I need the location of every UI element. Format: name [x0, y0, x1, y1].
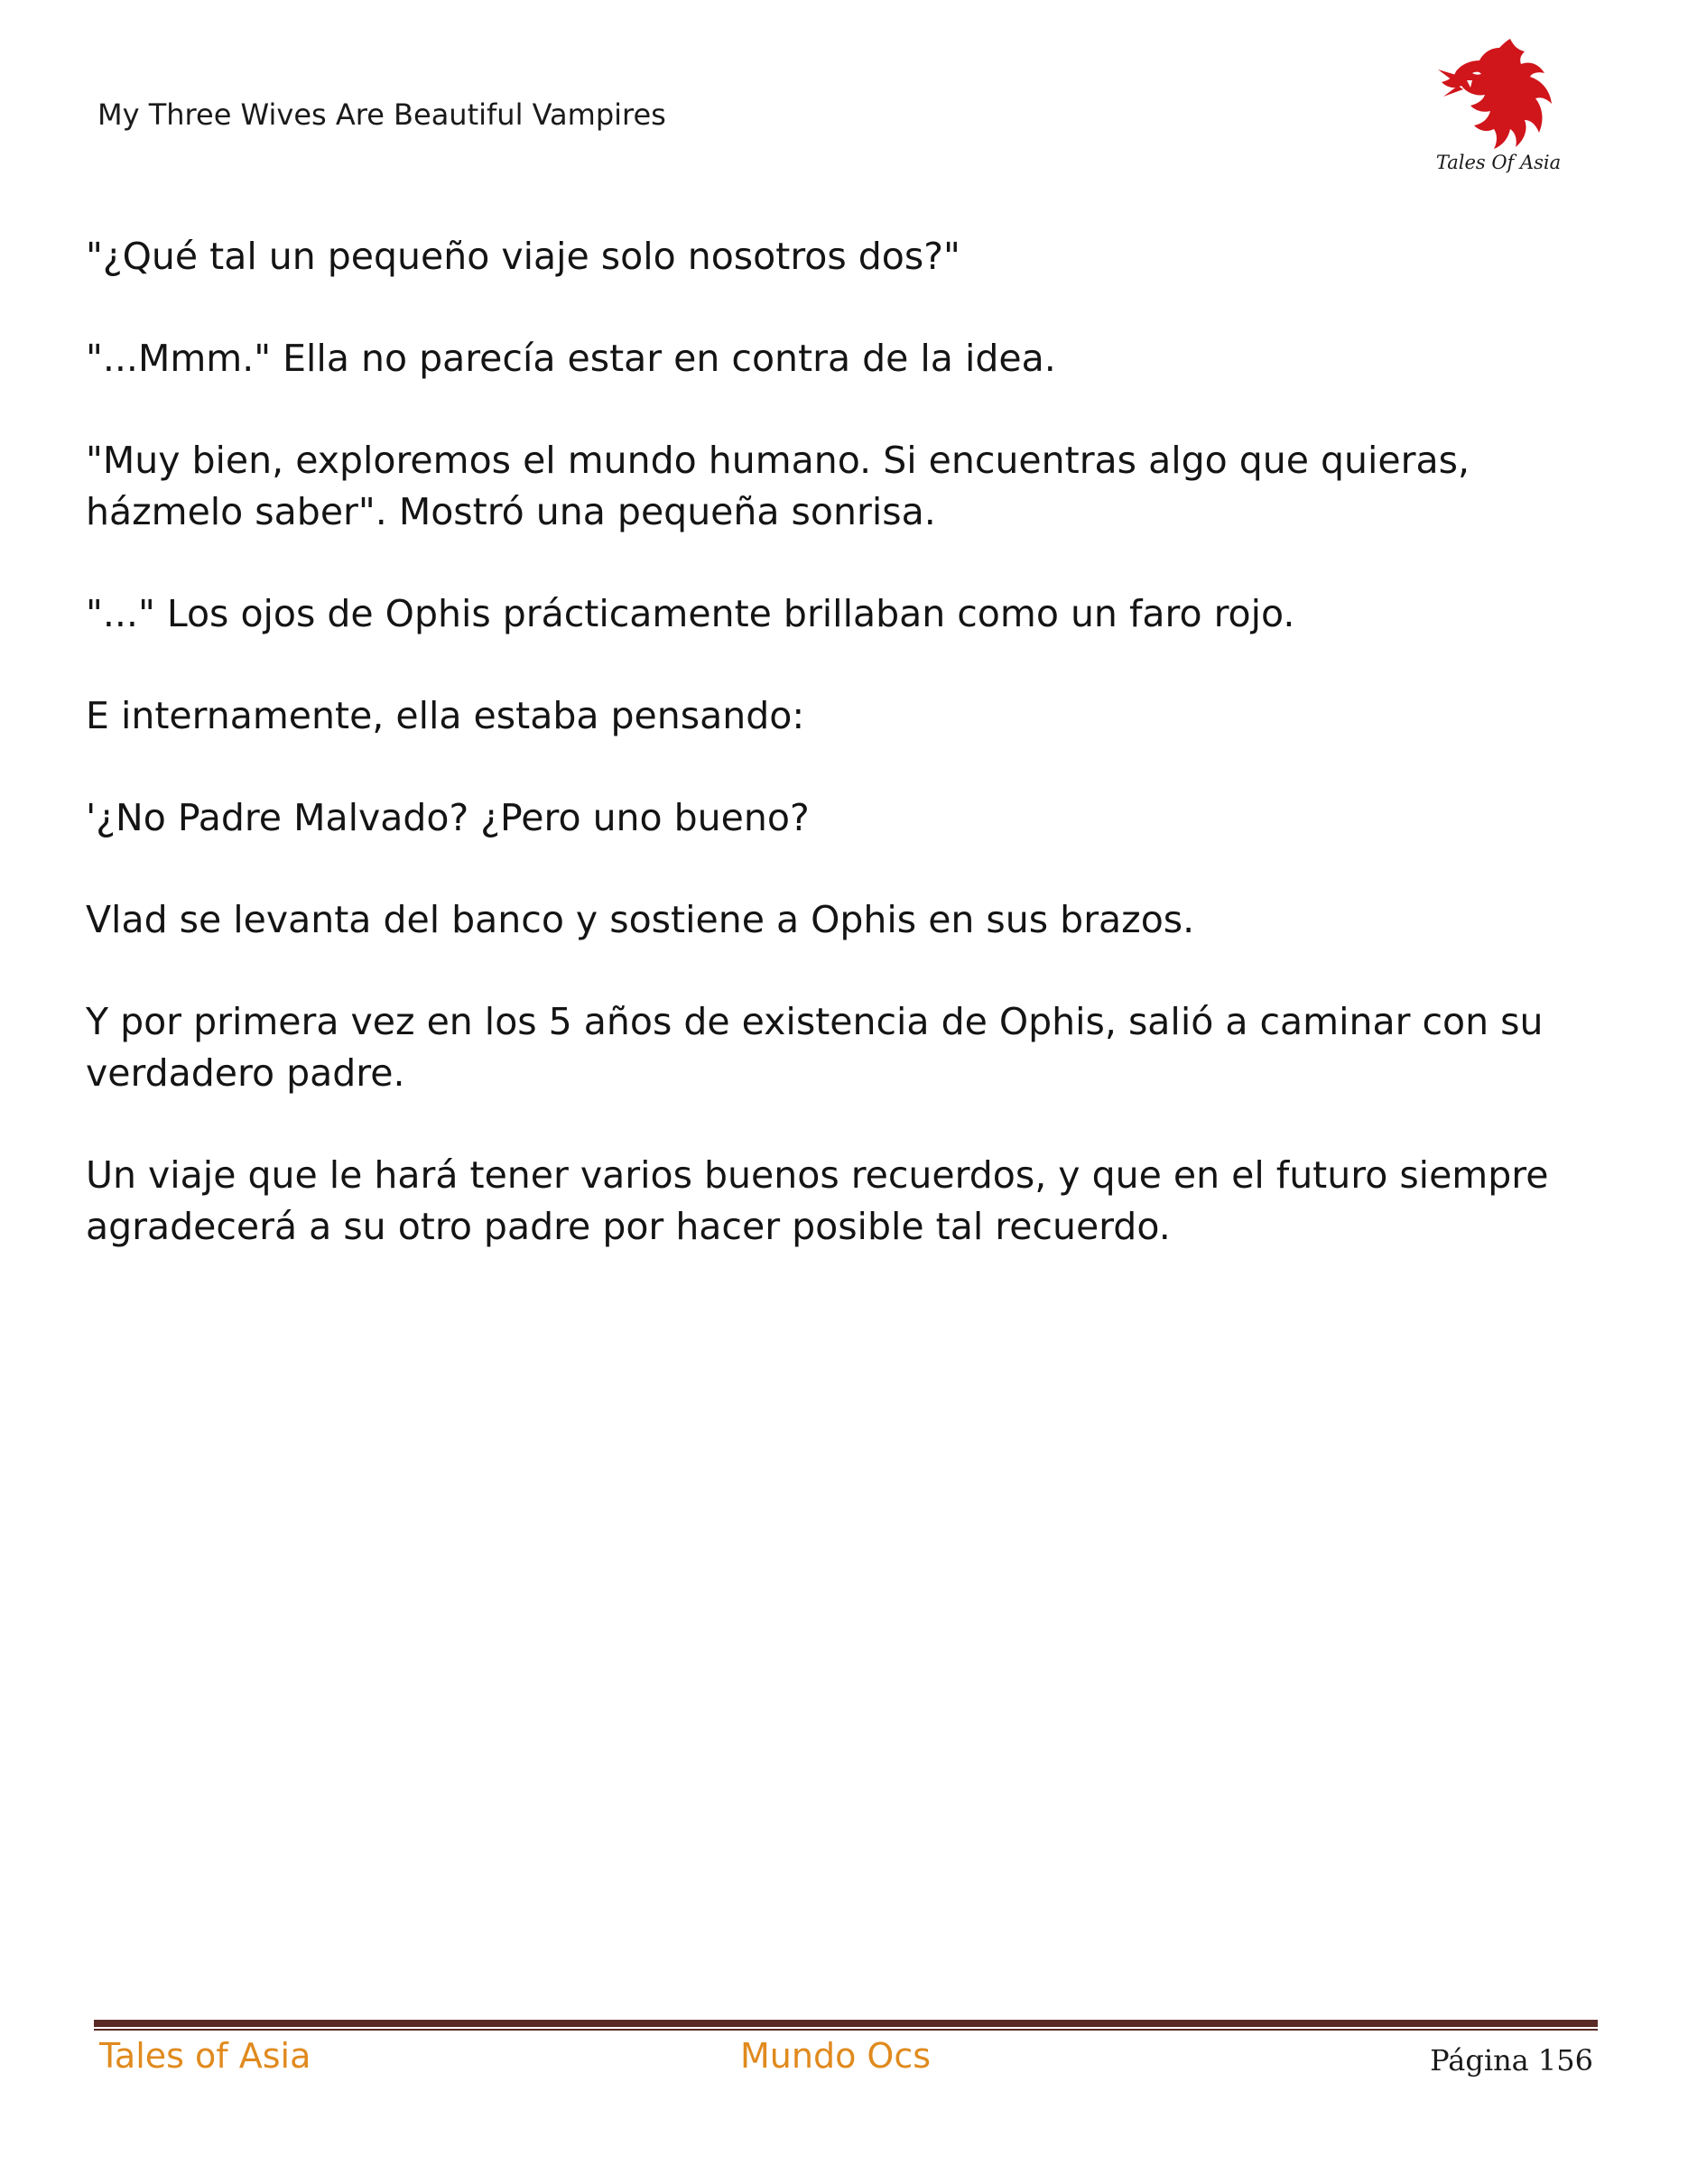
paragraph: "¿Qué tal un pequeño viaje solo nosotros dos?": [86, 235, 960, 278]
page-number: Página 156: [1430, 2043, 1593, 2078]
header-title: My Three Wives Are Beautiful Vampires: [97, 97, 666, 132]
paragraph: Y por primera vez en los 5 años de existencia de Ophis, salió a caminar con su verdadero padre.: [86, 1000, 1544, 1095]
footer-translator: Mundo Ocs: [740, 2036, 932, 2076]
footer-divider: [94, 2020, 1598, 2031]
footer-divider-thin: [94, 2029, 1598, 2031]
logo-text: Tales Of Asia: [1435, 152, 1562, 173]
paragraph: Un viaje que le hará tener varios buenos recuerdos, y que en el futuro siempre agradecerá a su otro padre por hacer posible tal recuerdo.: [86, 1153, 1549, 1248]
paragraph: "Muy bien, exploremos el mundo humano. Si encuentras algo que quieras, házmelo saber". Mostró una pequeña sonrisa.: [86, 439, 1470, 533]
paragraph: "...Mmm." Ella no parecía estar en contra de la idea.: [86, 337, 1056, 380]
paragraph: "..." Los ojos de Ophis prácticamente brillaban como un faro rojo.: [86, 592, 1295, 635]
footer-divider-thick: [94, 2020, 1598, 2027]
paragraph: E internamente, ella estaba pensando:: [86, 694, 805, 737]
tales-of-asia-logo: [1431, 20, 1566, 182]
paragraph: '¿No Padre Malvado? ¿Pero uno bueno?: [86, 796, 810, 839]
footer-site-name: Tales of Asia: [99, 2036, 311, 2076]
chapter-body: [86, 231, 1602, 1303]
paragraph: Vlad se levanta del banco y sostiene a Ophis en sus brazos.: [86, 898, 1195, 941]
